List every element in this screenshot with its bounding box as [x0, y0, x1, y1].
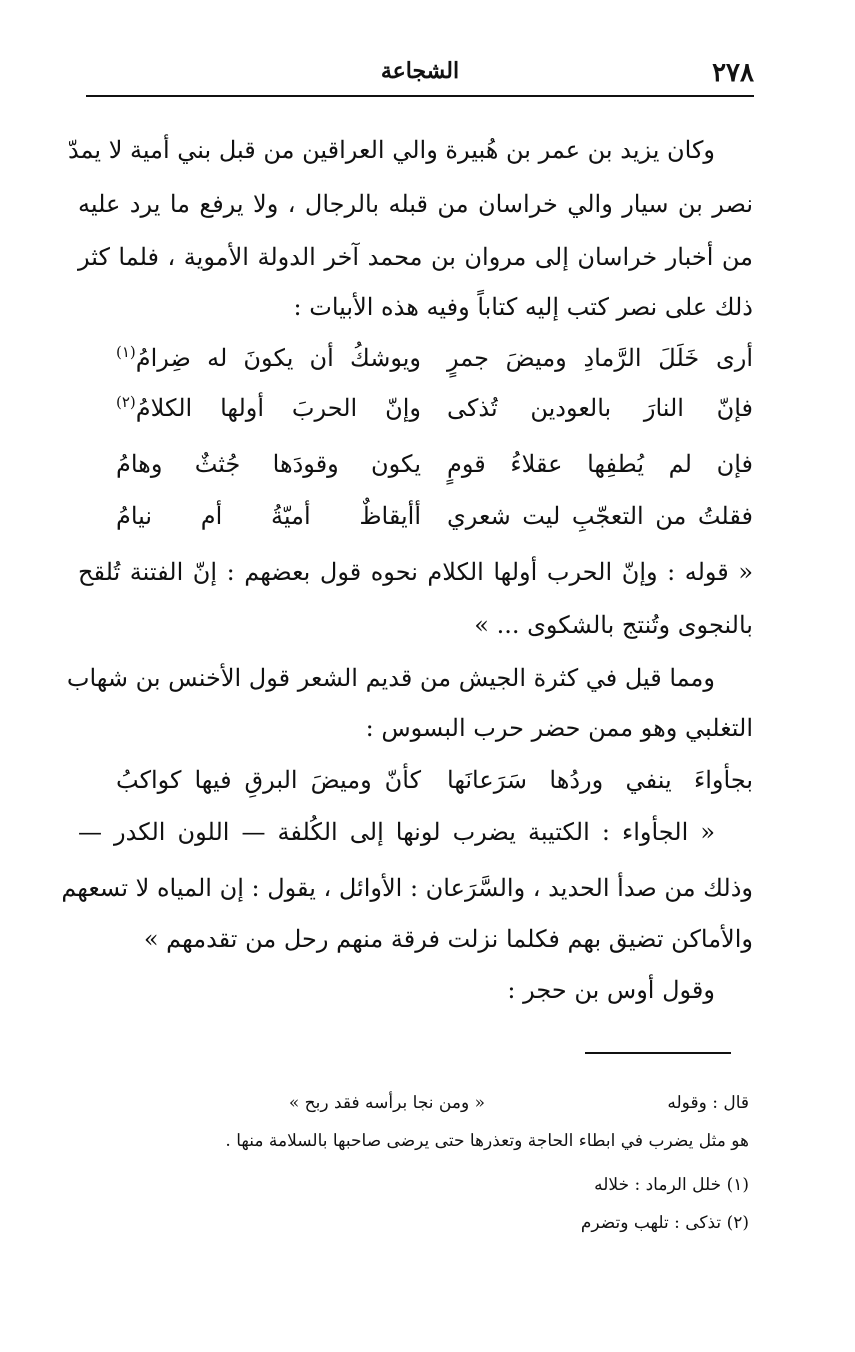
- footnote-rule: [585, 1052, 731, 1054]
- verse-hemistich-first: فإن لم يُطفِها عقلاءُ قومٍ: [447, 450, 753, 478]
- footnote-text: خلل الرماد : خلاله: [594, 1175, 722, 1195]
- verse-hemistich-second: [116, 388, 421, 428]
- intro-line: ذلك على نصر كتب إليه كتاباً وفيه هذه الأبيات :: [293, 293, 753, 321]
- header-rule: [86, 95, 754, 97]
- page-header: [86, 52, 754, 96]
- footnote-ref: (١): [116, 343, 136, 361]
- verse-hemistich-second: أأيقاظٌ أميّةُ أم نيامُ: [116, 502, 421, 530]
- verse-hemistich-first: بجأواءَ ينفي وردُها سَرَعانَها: [447, 766, 753, 794]
- footnote-ref: (٢): [116, 393, 136, 411]
- footnote-number: (١): [726, 1175, 749, 1195]
- footnote-number: (٢): [726, 1213, 749, 1233]
- footnote: [594, 1172, 749, 1198]
- comment-line: التغلبي وهو ممن حضر حرب البسوس :: [365, 714, 753, 742]
- comment-line: بالنجوى وتُنتج بالشكوى ... »: [474, 611, 753, 639]
- footnote-proverb-note: هو مثل يضرب في ابطاء الحاجة وتعذرها حتى يرضى صاحبها بالسلامة منها .: [225, 1131, 749, 1151]
- gloss-line: وذلك من صدأ الحديد ، والسَّرَعان : الأوائل ، يقول : إن المياه لا تسعهم: [61, 874, 753, 902]
- intro-line: وكان يزيد بن عمر بن هُبيرة والي العراقين من قبل بني أمية لا يمدّ: [67, 136, 715, 164]
- verse-text: وإنّ الحربَ أولها الكلامُ: [135, 394, 421, 422]
- footnote-text: تذكى : تلهب وتضرم: [580, 1213, 722, 1233]
- verse-hemistich-second: [116, 338, 421, 378]
- footnote: [581, 1210, 749, 1236]
- footnote-quote-label: قال : وقوله: [667, 1093, 749, 1113]
- intro-line: من أخبار خراسان إلى مروان بن محمد آخر الدولة الأموية ، فلما كثر: [78, 243, 753, 271]
- gloss-line: « الجأواء : الكتيبة يضرب لونها إلى الكُلفة — اللون الكدر —: [78, 818, 715, 846]
- comment-line: « قوله : وإنّ الحرب أولها الكلام نحوه قول بعضهم : إنّ الفتنة تُلقح: [78, 558, 753, 586]
- verse-hemistich-first: فإنّ النارَ بالعودين تُذكى: [447, 394, 753, 422]
- running-title: الشجاعة: [380, 58, 460, 84]
- verse-hemistich-second: يكون وقودَها جُثثٌ وهامُ: [116, 450, 421, 478]
- page-number: ٢٧٨: [712, 58, 754, 88]
- gloss-line: والأماكن تضيق بهم فكلما نزلت فرقة منهم رحل من تقدمهم »: [143, 925, 753, 953]
- comment-line: ومما قيل في كثرة الجيش من قديم الشعر قول الأخنس بن شهاب: [66, 664, 715, 692]
- footnote-quote: « ومن نجا برأسه فقد ربح »: [288, 1093, 485, 1113]
- verse-hemistich-first: فقلتُ من التعجّبِ ليت شعري: [447, 502, 753, 530]
- gloss-line: وقول أوس بن حجر :: [507, 976, 715, 1004]
- verse-hemistich-first: أرى خَلَلَ الرَّمادِ وميضَ جمرٍ: [447, 344, 753, 372]
- intro-line: نصر بن سيار والي خراسان من قبله بالرجال ، ولا يرفع ما يرد عليه: [78, 190, 753, 218]
- verse-text: ويوشكُ أن يكونَ له ضِرامُ: [135, 344, 421, 372]
- verse-hemistich-second: كأنّ وميضَ البرقِ فيها كواكبُ: [116, 766, 421, 794]
